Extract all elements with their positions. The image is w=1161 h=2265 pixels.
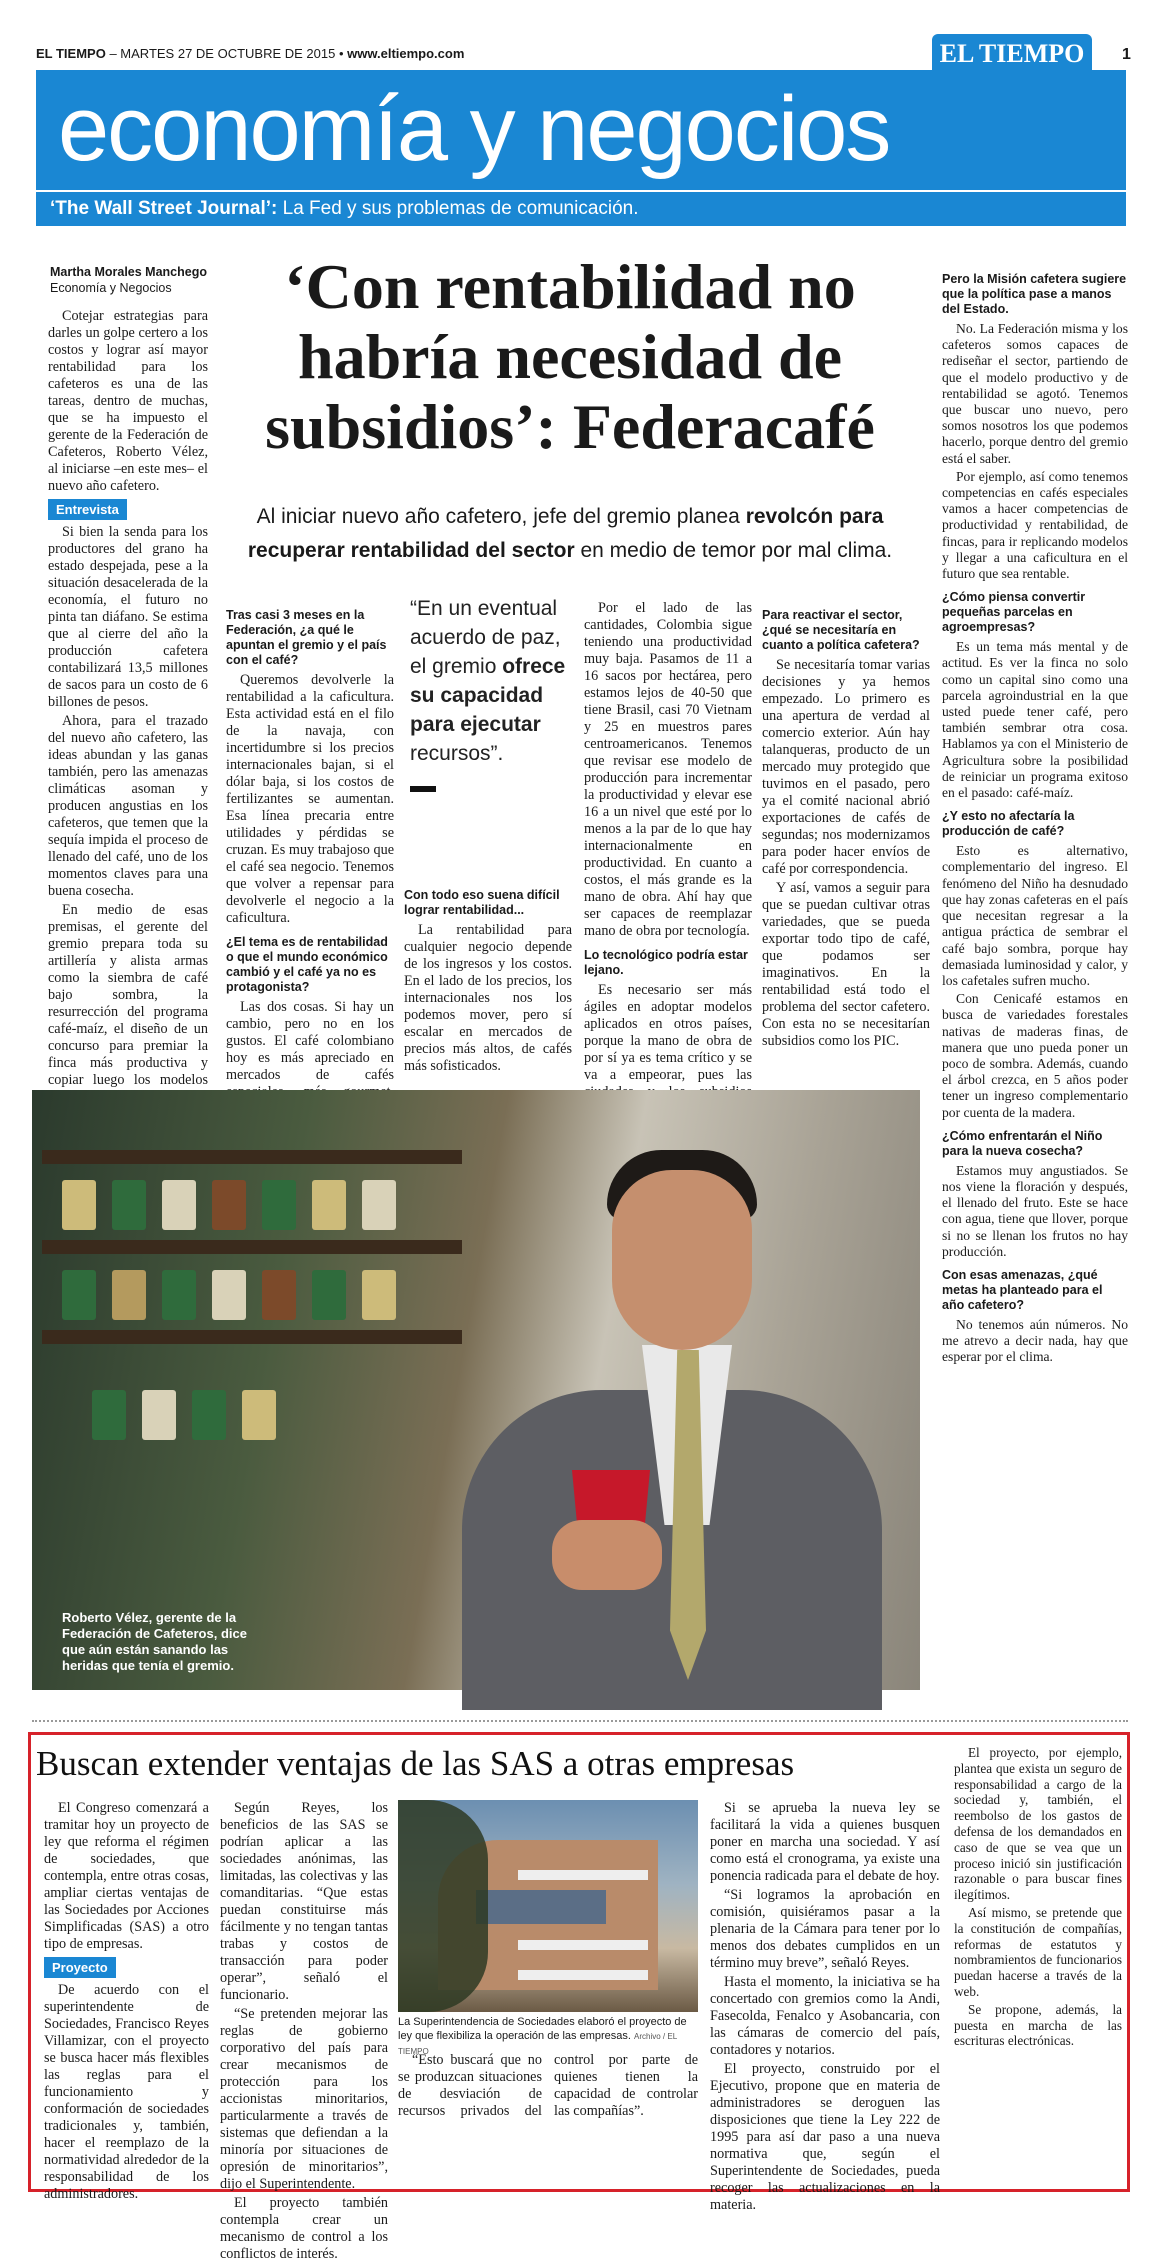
headline: ‘Con rentabilidad no habría necesidad de subsidios’: Federacafé: [265, 251, 875, 462]
coffee-pack: [112, 1180, 146, 1230]
building-sign: [476, 1890, 606, 1924]
question: ¿Cómo piensa convertir pequeñas parcelas en agroempresas?: [942, 590, 1086, 635]
coffee-pack: [112, 1270, 146, 1320]
date: MARTES 27 DE OCTUBRE DE 2015: [120, 46, 336, 61]
coffee-pack: [212, 1270, 246, 1320]
paragraph: Las dos cosas. Si hay un cambio, pero no en los gustos. El café colombiano hoy es más apreciado en mercados de cafés: [226, 999, 394, 1083]
paragraph: Se necesitaría tomar varias decisiones y ya hemos empezado. Lo primero es una apertura de verdad al comercio exterior. Aún hay talanqueras, producto de un mercado muy protegido que tuvimos en el pasado, pero ya el comité nacional abrió exportaciones de cafés de segundas; nos modernizamos para poder hacer envíos de café por correspondencia.: [762, 657, 930, 877]
subheadline: [210, 500, 930, 568]
window-row: [518, 1870, 648, 1880]
coffee-pack: [312, 1270, 346, 1320]
sas-column-4: [710, 1800, 940, 2216]
paragraph: Esto es alternativo, complementario del ingreso. El fenómeno del Niño ha desnudado que hay zonas cafeteras en el país que necesitan regresar a la antigua práctica de sembrar el café bajo sombra, porque hay demasiada luminosidad y calor, y los cafetales sufren mucho.: [942, 843, 1128, 988]
photo-caption: Roberto Vélez, gerente de la Federación de Cafeteros, dice que aún están sanando las heridas que tenía el gremio.: [62, 1610, 247, 1673]
paragraph: Según Reyes, los beneficios de las SAS se podrían aplicar a las sociedades anónimas, las limitadas, las colectivas y las comanditarias. “Que estas puedan constituirse más fácilmente y no tengan tantas trabas y costos de transacción para poder operar”, señaló el funcionario.: [220, 1800, 388, 2003]
window-row: [518, 1940, 648, 1950]
paragraph: En medio de esas premisas, el gerente del gremio prepara toda su artillería y alista armas como la siembra de café bajo sombra, la resurrección del programa café-maíz, el diseño de un concurso para premiar la finca más productiva y copiar luego los modelos: [48, 902, 208, 1088]
article-column-3: [404, 880, 572, 1077]
teaser-bar: [36, 190, 1126, 226]
coffee-pack: [142, 1390, 176, 1440]
dateline: EL TIEMPO – MARTES 27 DE OCTUBRE DE 2015 • www.eltiempo.com: [36, 46, 465, 61]
sas-column-5: [954, 1745, 1122, 2051]
question: Tras casi 3 meses en la Federación, ¿a qué le apuntan el gremio y el país con el café?: [226, 608, 387, 667]
sas-column-2: [220, 1800, 388, 2265]
coffee-pack: [62, 1270, 96, 1320]
question: Lo tecnológico podría estar lejano.: [584, 948, 748, 977]
paragraph: Por ejemplo, así como tenemos competencias en cafés especiales vamos a hacer competencias de productividad y rentabilidad, de fincas, para ir replicando modelos y llegar a una caficultura en el futuro que sea rentable.: [942, 468, 1128, 582]
sas-headline: Buscan extender ventajas de las SAS a otras empresas: [36, 1744, 795, 1783]
teaser-source: ‘The Wall Street Journal’:: [50, 198, 278, 219]
paragraph: Con Cenicafé estamos en busca de variedades forestales nativas de maderas finas, de manera que uno pueda poner un poco de sombra. Además, cuando el árbol crezca, en 5 años poder tener un ingreso complementario por cuenta de la madera.: [942, 991, 1128, 1120]
paragraph: “Esto buscará que no se produzcan situaciones de desviación de recursos privados del control por parte de quienes tienen la capacidad de controlar las compañías”.: [398, 2052, 698, 2119]
coffee-pack: [62, 1180, 96, 1230]
question: Con todo eso suena difícil lograr rentabilidad...: [404, 888, 560, 917]
byline: [50, 264, 207, 296]
paragraph: Queremos devolverle la rentabilidad a la caficultura. Esta actividad está en el filo de la navaja, con incertidumbre si los precios internacionales bajan, si el dólar baja, si los costos de fertilizantes se aumentan. Esa línea precaria entre utilidades y pérdidas se cruzan. Es muy trabajoso que el café sea negocio. Tenemos que volver a repensar para devolverle el negocio a la caficultura.: [226, 672, 394, 926]
paragraph: Es un tema más mental y de actitud. Es ver la finca no solo como un capital sino como una parcela agroindustrial en la que usted puede tener café, pero también sembrar otra cosa. Hablamos ya con el Ministerio de Agricultura sobre la posibilidad de reiniciar un programa exitoso en el pasado: café-maíz.: [942, 639, 1128, 801]
article-column-4: [584, 600, 752, 1154]
question: Para reactivar el sector, ¿qué se necesitaría en cuanto a política cafetera?: [762, 608, 920, 652]
sas-photo: [398, 1800, 698, 2012]
paragraph: La rentabilidad para cualquier negocio depende de los ingresos y los costos. En el lado de los precios, los internacionales nos los podemos mover, pero sí escalar en mercados de precios más altos, de cafés más sofisticados.: [404, 922, 572, 1074]
coffee-pack: [262, 1270, 296, 1320]
page-number: 1: [1122, 46, 1131, 63]
pull-quote: [410, 594, 580, 792]
paragraph: Es necesario ser más ágiles en adoptar modelos aplicados en otros países, porque la mano de obra de por sí ya es tema crítico y se va a empeorar, pues las: [584, 982, 752, 1083]
subhead-part: en medio de temor por mal clima.: [574, 539, 893, 562]
paragraph: Y así, vamos a seguir para que se puedan cultivar otras variedades, que se pueda exportar todo tipo de café, que podamos ser imaginativos. En la rentabilidad está todo el problema del sector cafetero. Con esta no se necesitarían subsidios como los PIC.: [762, 880, 930, 1049]
quote-part: recursos”.: [410, 742, 504, 765]
paragraph: El proyecto, por ejemplo, plantea que exista un seguro de responsabilidad a cargo de la sociedad y, también, el reembolso de los gastos de defensa de los demandados en caso de que se vea que un proceso inició sin justificación razonable o para buscar fines ilegítimos.: [954, 1745, 1122, 1903]
paragraph: Se propone, además, la puesta en marcha de las escrituras electrónicas.: [954, 2001, 1122, 2049]
paragraph: Ahora, para el trazado del nuevo año cafetero, las ideas abundan y las ganas también, pero las amenazas climáticas asoman y producen angustias en los cafeteros, que temen que la sequía impida el proceso de llenado del café, uno de los momentos claves para una buena cosecha.: [48, 713, 208, 899]
photo-credit: Archivo / EL TIEMPO: [398, 2032, 677, 2056]
coffee-pack: [162, 1180, 196, 1230]
shelf: [42, 1240, 462, 1254]
question: ¿El tema es de rentabilidad o que el mundo económico cambió y el café ya no es protagonista?: [226, 935, 388, 994]
project-label: Proyecto: [44, 1957, 116, 1978]
coffee-pack: [192, 1390, 226, 1440]
article-column-6: [942, 264, 1128, 1368]
section-divider: [32, 1720, 1128, 1722]
coffee-pack: [262, 1180, 296, 1230]
paragraph: No. La Federación misma y los cafeteros somos capaces de rediseñar el sector, partiendo de que el modelo productivo y de rentabilidad se agotó. Tenemos que buscar uno nuevo, pero somos nosotros los que podemos hacerlo, porque dentro del gremio está el saber.: [942, 321, 1128, 466]
quote-part: “En un eventual acuerdo de paz, el gremio: [410, 597, 561, 678]
article-column-1: [48, 308, 208, 1176]
paragraph: Si bien la senda para los productores del grano ha estado despejada, pese a la situación desacelerada de la economía, el futuro no pinta tan diáfano. Se estima que al cierre del año la producción cafetera contabilizará 13,5 millones de sacos para un costo de 6 billones de pesos.: [48, 524, 208, 710]
paragraph: El Congreso comenzará a tramitar hoy un proyecto de ley que reforma el régimen de sociedades, que contempla, entre otras cosas, ampliar ciertas ventajas de las Sociedades por Acciones Simplificadas (SAS) a otro tipo de empresas.: [44, 1800, 209, 1952]
teaser-text: La Fed y sus problemas de comunicación.: [277, 198, 639, 219]
coffee-pack: [212, 1180, 246, 1230]
quote-bold: ofrece su capacidad para ejecutar: [410, 655, 566, 736]
article-column-5: [762, 600, 930, 1052]
paragraph: “Si logramos la aprobación en comisión, quisiéramos pasar a la plenaria de la Cámara para tener por lo menos dos debates cumplidos en un término muy breve”, señaló Reyes.: [710, 1887, 940, 1971]
website-url: www.eltiempo.com: [347, 46, 465, 61]
main-photo: [32, 1090, 920, 1690]
question: Pero la Misión cafetera sugiere que la política pase a manos del Estado.: [942, 272, 1127, 316]
caption-text: La Superintendencia de Sociedades elaboró el proyecto de ley que flexibiliza la operación de las empresas.: [398, 2016, 687, 2042]
paragraph: De acuerdo con el superintendente de Sociedades, Francisco Reyes Villamizar, con el proyecto se busca hacer más flexibles las reglas para el funcionamiento y conformación de sociedades tradicionales y, también, hacer el reemplazo de la normatividad alrededor de la responsabilidad de los administradores.: [44, 1982, 209, 2202]
shelf: [42, 1150, 462, 1164]
author-desk: Economía y Negocios: [50, 281, 172, 295]
paragraph: El proyecto también contempla crear un mecanismo de control a los conflictos de interés.: [220, 2195, 388, 2262]
coffee-pack: [162, 1270, 196, 1320]
subhead-part: Al iniciar nuevo año cafetero, jefe del gremio planea: [256, 505, 746, 528]
paragraph: “Se pretenden mejorar las reglas de gobierno corporativo del país para crear mecanismos de protección para los accionistas minoritarios, particularmente a través de sistemas que defiendan a la minoría por situaciones de opresión de minoritarios”, dijo el Superintendente.: [220, 2006, 388, 2192]
paragraph: Cotejar estrategias para darles un golpe certero a los costos y lograr así mayor rentabilidad para los cafeteros es una de las tareas, dentro de muchas, que se ha impuesto el gerente de la Federación de Cafeteros, Roberto Vélez, al iniciarse –en este mes– el nuevo año cafetero.: [48, 308, 208, 494]
window-row: [518, 1970, 648, 1980]
person-hand: [552, 1520, 662, 1590]
author-name: Martha Morales Manchego: [50, 265, 207, 279]
interview-label: Entrevista: [48, 499, 127, 520]
coffee-pack: [312, 1180, 346, 1230]
question: ¿Y esto no afectaría la producción de café?: [942, 809, 1075, 839]
sas-column-1: [44, 1800, 209, 2205]
paragraph: Si se aprueba la nueva ley se facilitará la vida a quienes busquen poner en marcha una sociedad. Y así como está el cronograma, ya existe una ponencia radicada para el debate de hoy.: [710, 1800, 940, 1884]
subhead-bold: revolcón para recuperar rentabilidad del sector: [247, 505, 884, 562]
sas-column-3: [398, 2052, 698, 2121]
question: ¿Cómo enfrentarán el Niño para la nueva cosecha?: [942, 1128, 1103, 1158]
coffee-pack: [242, 1390, 276, 1440]
coffee-pack: [362, 1180, 396, 1230]
section-title: economía y negocios: [58, 78, 890, 180]
paragraph: Así mismo, se pretende que la constitución de compañías, reformas de estatutos y nombramientos de funcionarios puedan hacerse a través de la web.: [954, 1904, 1122, 1999]
paragraph: El proyecto, construido por el Ejecutivo, propone que en materia de administradores se deroguen las disposiciones que tiene la Ley 222 de 1995 para así dar paso a una nueva normativa que, según el Superintendente de Sociedades, pueda recoger las actualizaciones en la materia.: [710, 2061, 940, 2213]
section-banner: [36, 70, 1126, 190]
paragraph: Por el lado de las cantidades, Colombia sigue teniendo una productividad muy baja. Pasamos de 11 a 16 sacos por hectárea, pero estamos lejos de 40-50 que tiene Brasil, casi 70 Vietnam y 25 en muestros pares centroamericanos. Tenemos que revisar ese modelo de producción para incrementar la productividad y elevar ese 16 a un nivel que esté por lo menos a la par de lo que hay internacionalmente en productividad. En cuanto a costos, el más grande es la mano de obra. Ahí hay que ser capaces de reemplazar mano de obra por tecnología.: [584, 600, 752, 939]
quote-bar: [410, 786, 436, 792]
coffee-pack: [92, 1390, 126, 1440]
paragraph: Estamos muy angustiados. Se nos viene la floración y después, el llenado del fruto. Este se hace con agua, tiene que llover, porque si no se llenan los frutos no hay producción.: [942, 1162, 1128, 1259]
paper-name: EL TIEMPO: [36, 46, 106, 61]
shelf: [42, 1330, 462, 1344]
coffee-pack: [362, 1270, 396, 1320]
person-face: [612, 1170, 752, 1350]
tree: [398, 1800, 488, 2012]
paragraph: Hasta el momento, la iniciativa se ha concertado con gremios como la Andi, Fasecolda, Fenalco y Asobancaria, con las cámaras de comercio del país, contadores y notarios.: [710, 1974, 940, 2058]
brand-logo: EL TIEMPO: [932, 34, 1092, 74]
question: Con esas amenazas, ¿qué metas ha planteado para el año cafetero?: [942, 1267, 1103, 1312]
paragraph: No tenemos aún números. No me atrevo a decir nada, hay que esperar por el clima.: [942, 1316, 1128, 1365]
